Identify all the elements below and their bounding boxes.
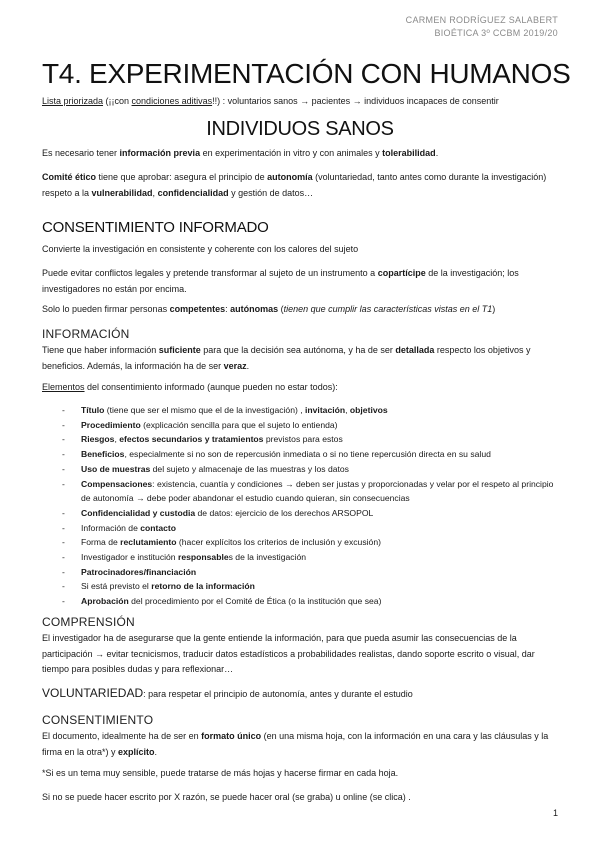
list-item: - Patrocinadores/financiación [62,565,562,580]
list-item: - Compensaciones: existencia, cuantía y condiciones → deben ser justas y proporcionadas y velar por el respeto al principio de autonomía → debe poder abandonar el estudio cuando quieran, sin consecuencias [62,477,562,506]
consent-footnote: *Si es un tema muy sensible, puede tratarse de más hojas y hacerse firmar en cada hoja. [42,768,399,778]
voluntariness-line [42,686,562,703]
consent-subheading: CONSENTIMIENTO [42,713,154,727]
intro-paragraph-2: Comité ético tiene que aprobar: asegura el principio de autonomía (voluntariedad, tanto antes como durante la investigación) respeto a la vulnerabilidad, confidencialidad y gestión de datos… [42,172,547,198]
list-item: - Procedimiento (explicación sencilla para que el sujeto lo entienda) [62,418,562,433]
header-course: BIOÉTICA 3º CCBM 2019/20 [434,28,558,38]
consent-heading: CONSENTIMIENTO INFORMADO [42,219,269,236]
consent-paragraph-3: Solo lo pueden firmar personas competentes: autónomas (tienen que cumplir las características vistas en el T1) [42,304,496,314]
info-heading: INFORMACIÓN [42,327,130,341]
document-title: T4. EXPERIMENTACIÓN CON HUMANOS [42,58,571,89]
list-item: - Forma de reclutamiento (hacer explícitos los criterios de inclusión y excusión) [62,535,562,550]
header-author: CARMEN RODRÍGUEZ SALABERT [405,15,558,25]
list-item: - Confidencialidad y custodia de datos: ejercicio de los derechos ARSOPOL [62,506,562,521]
list-item: - Investigador e institución responsables de la investigación [62,550,562,565]
list-item: - Si está previsto el retorno de la información [62,579,562,594]
info-paragraph: Tiene que haber información suficiente para que la decisión sea autónoma, y ha de ser detallada respecto los objetivos y beneficios. Además, la información ha de ser veraz. [42,345,531,371]
list-item: - Aprobación del procedimiento por el Comité de Ética (o la institución que sea) [62,594,562,609]
additive-conditions: condiciones aditivas [131,96,213,106]
voluntariness-text: : para respetar el principio de autonomía, antes y durante el estudio [143,689,413,699]
page-header [406,14,558,40]
list-item: - Beneficios, especialmente si no son de repercusión inmediata o si no tiene repercusión directa en su salud [62,447,562,462]
list-item: - Información de contacto [62,521,562,536]
page-number: 1 [552,808,558,818]
comprehension-paragraph: El investigador ha de asegurarse que la gente entiende la información, para que pueda asumir las consecuencias de la participación → evitar tecnicismos, traducir datos estadísticos a probabilidades realistas, dando soporte escrito o visual, dar tiempo para posibles dudas y para reflexionar… [42,633,535,674]
priority-text-b: !!) : voluntarios sanos → pacientes → individuos incapaces de consentir [212,96,499,106]
consent-paragraph-2: Puede evitar conflictos legales y pretende transformar al sujeto de un instrumento a copartícipe de la investigación; los investigadores no están por encima. [42,268,519,294]
priority-list-line [42,96,499,106]
elements-list [62,403,562,609]
consent-oral-paragraph: Si no se puede hacer escrito por X razón, se puede hacer oral (se graba) u online (se clica) . [42,792,411,802]
comprehension-heading: COMPRENSIÓN [42,615,135,629]
consent-doc-paragraph: El documento, idealmente ha de ser en formato único (en una misma hoja, con la información en una cara y las cláusulas y la firma en la otra*) y explícito. [42,731,549,757]
elements-intro: Elementos del consentimiento informado (aunque pueden no estar todos): [42,382,338,392]
list-item: - Título (tiene que ser el mismo que el de la investigación) , invitación, objetivos [62,403,562,418]
voluntariness-heading: VOLUNTARIEDAD [42,686,144,700]
priority-text-a: (¡¡con [103,96,132,106]
section-title: INDIVIDUOS SANOS [206,118,394,140]
priority-label: Lista priorizada [42,96,104,106]
intro-paragraph-1: Es necesario tener información previa en experimentación in vitro y con animales y tolerabilidad. [42,148,439,158]
consent-paragraph-1: Convierte la investigación en consistente y coherente con los calores del sujeto [42,244,359,254]
list-item: - Uso de muestras del sujeto y almacenaje de las muestras y los datos [62,462,562,477]
list-item: - Riesgos, efectos secundarios y tratamientos previstos para estos [62,432,562,447]
